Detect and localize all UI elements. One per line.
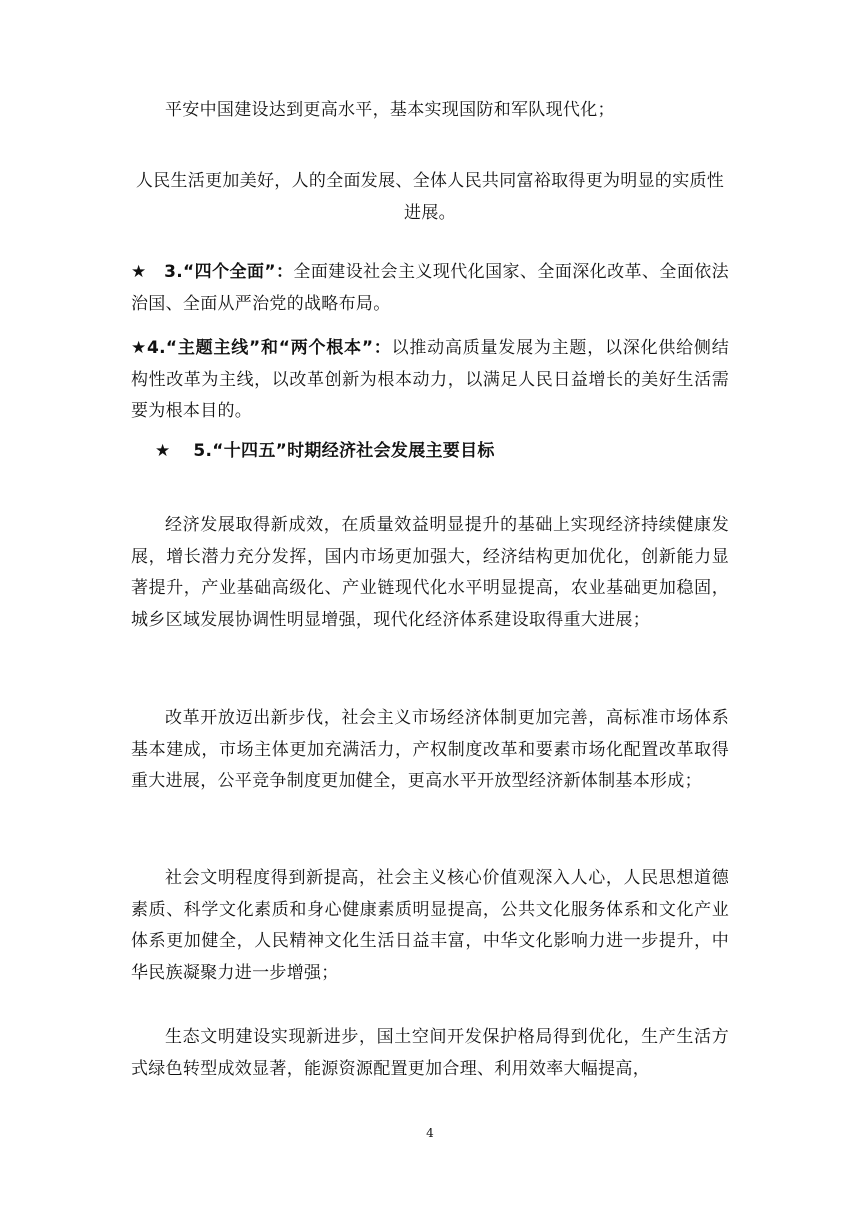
paragraph-people-life: 人民生活更加美好，人的全面发展、全体人民共同富裕取得更为明显的实质性进展。 — [135, 171, 725, 223]
star-icon: ★ — [131, 338, 148, 358]
paragraph-national-security: 平安中国建设达到更高水平，基本实现国防和军队现代化； — [165, 100, 615, 120]
list-item-theme-mainline — [131, 333, 729, 428]
star-icon: ★ — [131, 262, 147, 282]
paragraph-economic-development: 经济发展取得新成效，在质量效益明显提升的基础上实现经济持续健康发展，增长潜力充分发挥，国内市场更加强大，经济结构更加优化，创新能力显著提升，产业基础高级化、产业链现代化水平明显提高，农业基础更加稳固，城乡区域发展协调性明显增强，现代化经济体系建设取得重大进展； — [131, 515, 729, 630]
section-heading-text: 5.“十四五”时期经济社会发展主要目标 — [193, 441, 495, 461]
page-number: 4 — [426, 1126, 434, 1140]
item-heading: 4.“主题主线”和“两个根本”： — [147, 338, 392, 358]
item-body: 全面建设社会主义现代化国家、全面深化改革、全面依法治国、全面从严治党的战略布局。 — [131, 262, 729, 314]
list-item-four-comprehensives — [131, 257, 729, 320]
paragraph-social-civilization: 社会文明程度得到新提高，社会主义核心价值观深入人心，人民思想道德素质、科学文化素质和身心健康素质明显提高，公共文化服务体系和文化产业体系更加健全，人民精神文化生活日益丰富，中华文化影响力进一步提升，中华民族凝聚力进一步增强； — [131, 868, 729, 983]
section-heading-14th-five-year-goals — [131, 436, 729, 468]
star-icon: ★ — [155, 441, 171, 461]
paragraph-ecological-civilization: 生态文明建设实现新进步，国土空间开发保护格局得到优化，生产生活方式绿色转型成效显著，能源资源配置更加合理、利用效率大幅提高， — [131, 1027, 729, 1079]
item-body: 以推动高质量发展为主题，以深化供给侧结构性改革为主线，以改革创新为根本动力，以满足人民日益增长的美好生活需要为根本目的。 — [131, 338, 730, 421]
item-heading: 3.“四个全面”： — [164, 262, 294, 282]
paragraph-reform-opening: 改革开放迈出新步伐，社会主义市场经济体制更加完善，高标准市场体系基本建成，市场主体更加充满活力，产权制度改革和要素市场化配置改革取得重大进展，公平竞争制度更加健全，更高水平开放型经济新体制基本形成； — [131, 708, 729, 791]
